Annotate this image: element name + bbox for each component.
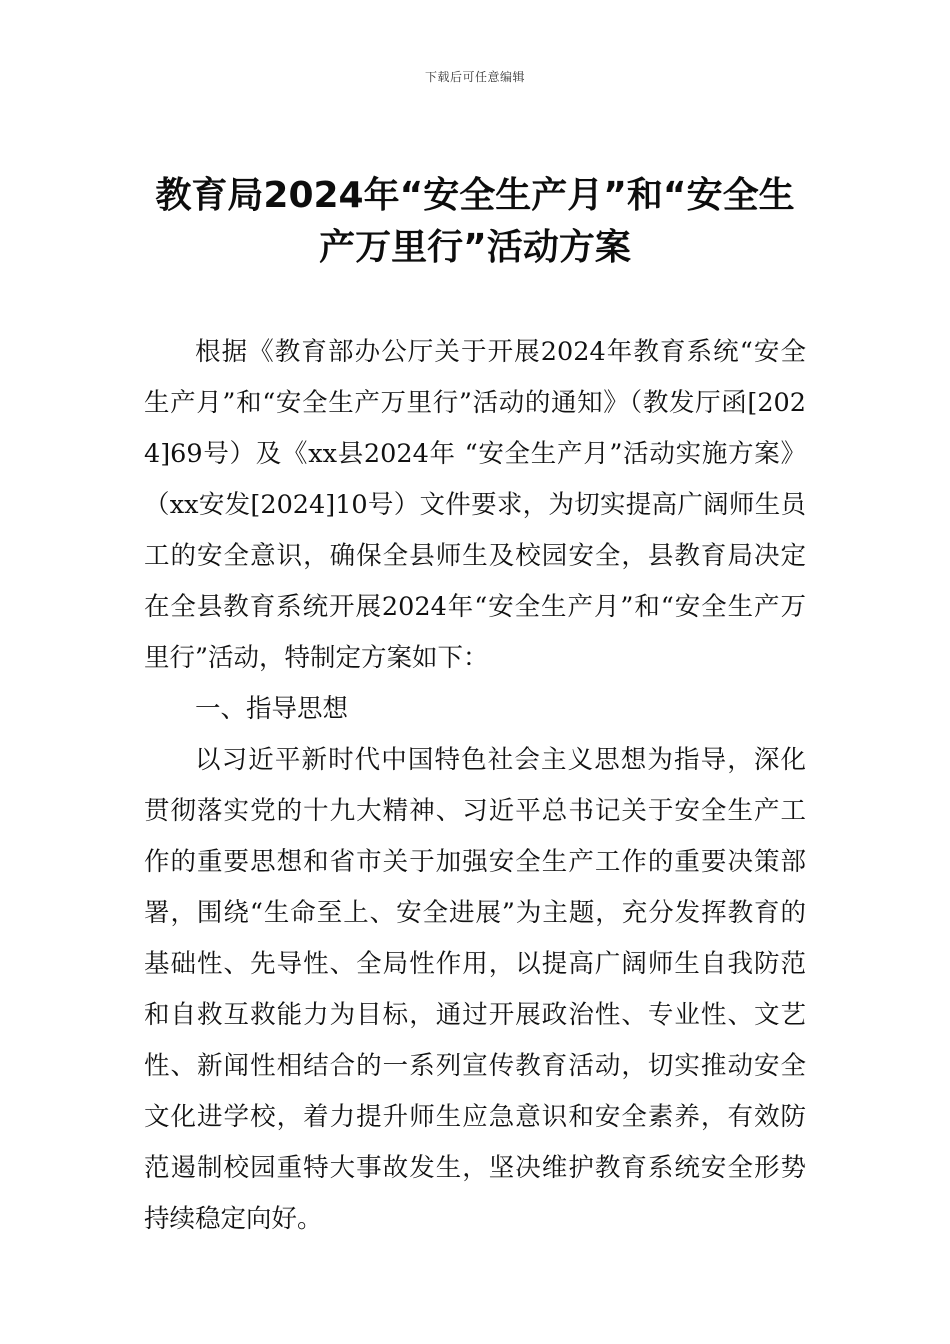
header-note: 下载后可任意编辑 — [424, 70, 525, 84]
title-line-2: 产万里行”活动方案 — [319, 227, 631, 268]
title-line-1: 教育局2024年“安全生产月”和“安全生 — [155, 175, 795, 216]
document-title — [120, 170, 830, 274]
guiding-ideology-paragraph: 以习近平新时代中国特色社会主义思想为指导，深化贯彻落实党的十九大精神、习近平总书记关于安全生产工作的重要思想和省市关于加强安全生产工作的重要决策部署，围绕“生命至上、安全进展”为主题，充分发挥教育的基础性、先导性、全局性作用，以提高广阔师生自我防范和自救互救能力为目标，通过开展政治性、专业性、文艺性、新闻性相结合的一系列宣传教育活动，切实推动安全文化进学校，着力提升师生应急意识和安全素养，有效防范遏制校园重特大事故发生，坚决维护教育系统安全形势持续稳定向好。 — [144, 745, 806, 1234]
section-heading-guiding-ideology: 一、指导思想 — [195, 694, 349, 724]
document-body — [144, 327, 806, 1245]
intro-paragraph: 根据《教育部办公厅关于开展2024年教育系统“安全生产月”和“安全生产万里行”活动的通知》（教发厅函[2024]69号）及《xx县2024年 “安全生产月”活动实施方案》（xx安发[2024]10号）文件要求，为切实提高广阔师生员工的安全意识，确保全县师生及校园安全，县教育局决定在全县教育系统开展2024年“安全生产月”和“安全生产万里行”活动，特制定方案如下： — [144, 337, 806, 673]
